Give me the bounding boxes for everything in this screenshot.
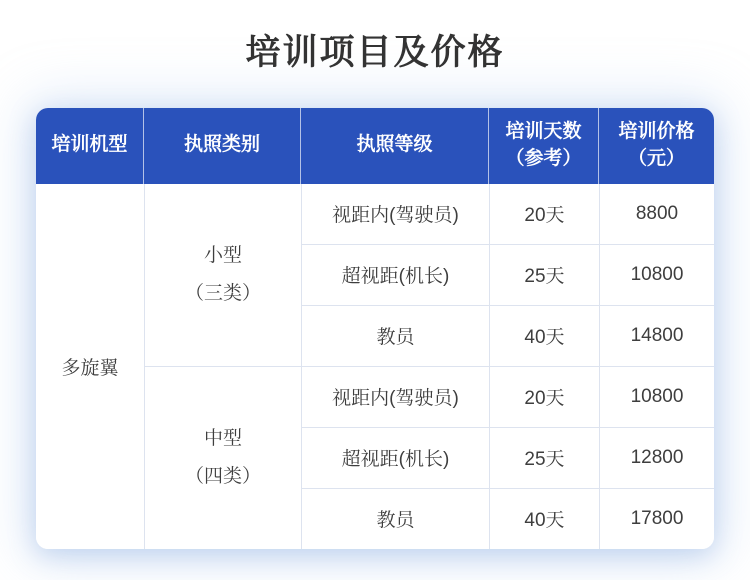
- cell-training-days: 20天: [489, 184, 599, 244]
- cell-training-days: 40天: [489, 305, 599, 366]
- category-class: （四类）: [184, 465, 261, 487]
- category-name: 小型: [203, 245, 242, 267]
- cell-license-grade: 超视距(机长): [301, 244, 489, 305]
- cell-license-category-medium: [144, 366, 301, 549]
- header-label-line2: （参考）: [505, 147, 582, 169]
- table-header-row: [36, 108, 714, 184]
- cell-training-days: 25天: [489, 427, 599, 488]
- cell-aircraft-type: 多旋翼: [36, 184, 144, 549]
- table-row: [36, 184, 714, 244]
- header-label-line2: （元）: [627, 147, 685, 169]
- cell-training-days: 20天: [489, 366, 599, 427]
- header-label: 执照等级: [356, 134, 433, 156]
- cell-license-grade: 教员: [301, 488, 489, 549]
- cell-training-price: 10800: [599, 244, 714, 305]
- cell-training-price: 12800: [599, 427, 714, 488]
- cell-training-days: 25天: [489, 244, 599, 305]
- header-label: 培训机型: [51, 134, 128, 156]
- pricing-table: [36, 108, 714, 549]
- cell-training-price: 17800: [599, 488, 714, 549]
- page-title: 培训项目及价格: [245, 33, 505, 72]
- header-label: 培训价格: [618, 120, 695, 142]
- column-header-training-days: [489, 108, 599, 184]
- pricing-table-card: [36, 108, 714, 549]
- column-header-training-price: [599, 108, 714, 184]
- cell-license-category-small: [144, 184, 301, 366]
- cell-license-grade: 视距内(驾驶员): [301, 184, 489, 244]
- column-header-aircraft-type: [36, 108, 144, 184]
- column-header-license-category: [144, 108, 301, 184]
- cell-training-price: 10800: [599, 366, 714, 427]
- cell-training-days: 40天: [489, 488, 599, 549]
- cell-training-price: 8800: [599, 184, 714, 244]
- category-class: （三类）: [184, 282, 261, 304]
- header-label: 培训天数: [505, 120, 582, 142]
- column-header-license-grade: [301, 108, 489, 184]
- cell-license-grade: 教员: [301, 305, 489, 366]
- category-name: 中型: [203, 428, 242, 450]
- cell-license-grade: 视距内(驾驶员): [301, 366, 489, 427]
- cell-training-price: 14800: [599, 305, 714, 366]
- header-label: 执照类别: [183, 134, 260, 156]
- cell-license-grade: 超视距(机长): [301, 427, 489, 488]
